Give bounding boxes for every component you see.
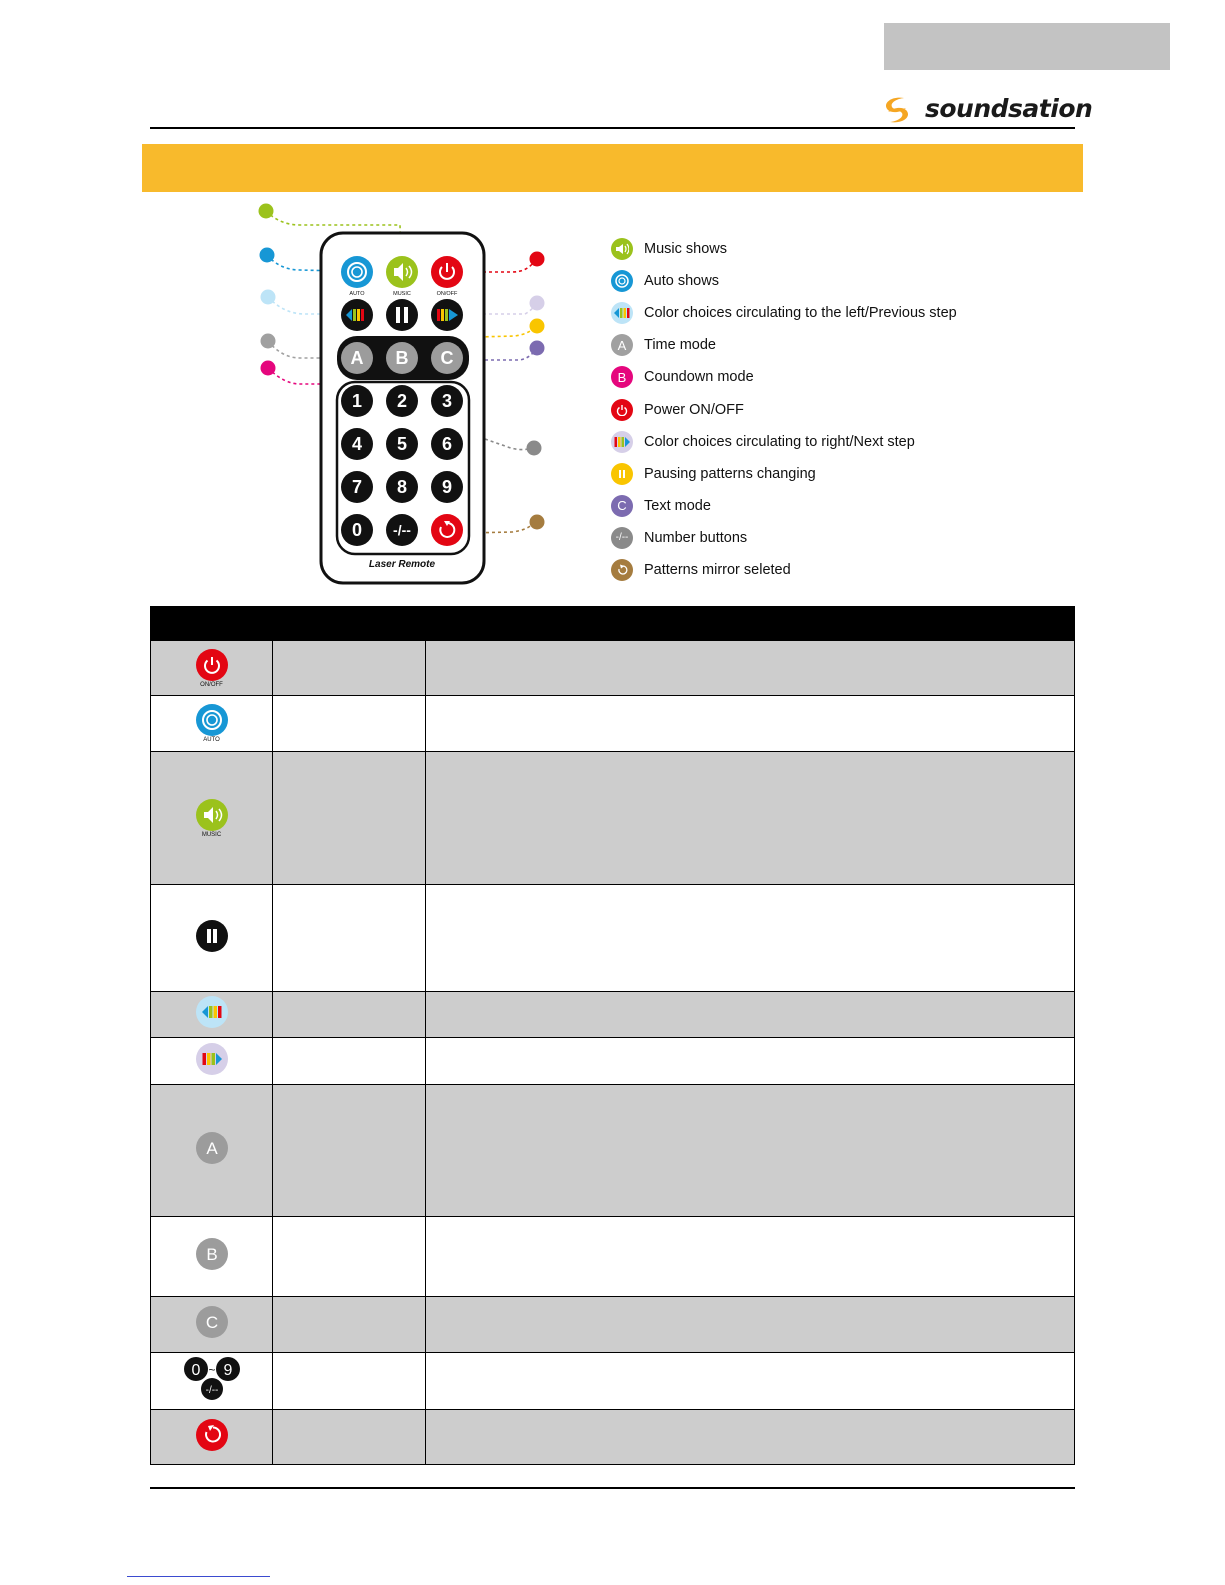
svg-text:7: 7 [351,477,363,497]
svg-text:~: ~ [207,1362,216,1377]
legend-item: Pausing patterns changing [611,458,1031,490]
legend-item: Patterns mirror seleted [611,554,1031,586]
logo-swirl-icon [886,98,908,123]
table-row: ON/OFF [151,641,1075,696]
letter-c-icon [196,1306,228,1338]
legend-item: C Text mode [611,490,1031,522]
auto-circle-icon [196,704,228,736]
svg-text:9: 9 [223,1361,232,1379]
table-row [151,1038,1075,1085]
remote-model-label: Laser Remote [368,559,436,570]
mirror-icon [196,1419,228,1451]
button-legend [611,233,1031,586]
number-range-icon [182,1356,242,1402]
legend-item: -/-- Number buttons [611,522,1031,554]
svg-text:6: 6 [441,434,453,454]
table-header-row [151,607,1075,641]
power-icon [196,649,228,681]
color-left-icon [611,302,633,324]
svg-text:8: 8 [396,477,408,497]
svg-text:C: C [440,348,454,368]
pause-button [386,299,418,331]
letter-a-icon: A [611,334,633,356]
speaker-icon [196,799,228,831]
pause-icon [611,463,633,485]
table-row [151,1217,1075,1297]
function-table [150,606,1075,1465]
color-right-button [431,299,463,331]
auto-circle-icon [611,270,633,292]
footer-link-underline[interactable] [127,1576,270,1577]
color-right-icon [611,431,633,453]
section-band [142,144,1083,192]
header-tab [884,23,1170,70]
table-row: AUTO [151,696,1075,752]
svg-text:-/--: -/-- [205,1384,218,1396]
mirror-button [431,514,463,546]
color-right-icon [196,1043,228,1075]
svg-text:C: C [205,1313,218,1332]
table-row: MUSIC [151,752,1075,885]
svg-text:2: 2 [396,391,408,411]
legend-item: B Coundown mode [611,361,1031,393]
table-row [151,1410,1075,1465]
power-icon [611,399,633,421]
svg-text:5: 5 [396,434,408,454]
svg-text:B: B [395,348,409,368]
footer-rule [150,1487,1075,1489]
legend-item: Color choices circulating to right/Next step [611,426,1031,458]
legend-item: Music shows [611,233,1031,265]
svg-text:9: 9 [441,477,453,497]
color-left-icon [196,996,228,1028]
table-row [151,1353,1075,1410]
legend-item: Power ON/OFF [611,393,1031,425]
svg-text:A: A [205,1139,218,1158]
svg-text:3: 3 [441,391,453,411]
svg-text:-/--: -/-- [393,522,411,538]
svg-text:B: B [205,1245,218,1264]
svg-text:4: 4 [351,434,363,454]
svg-text:0: 0 [191,1361,200,1379]
legend-item: A Time mode [611,329,1031,361]
svg-text:ON/OFF: ON/OFF [436,291,458,297]
table-row [151,992,1075,1038]
color-left-button [341,299,373,331]
svg-text:MUSIC: MUSIC [393,291,411,297]
letter-a-icon [196,1132,228,1164]
header-rule [150,127,1075,129]
legend-item: Auto shows [611,265,1031,297]
table-row [151,1085,1075,1217]
table-row [151,885,1075,992]
svg-text:AUTO: AUTO [349,291,365,297]
remote-diagram [0,195,620,595]
table-row [151,1297,1075,1353]
pause-icon [196,920,228,952]
numbers-icon: -/-- [611,527,633,549]
speaker-icon [611,238,633,260]
letter-c-icon: C [611,495,633,517]
legend-item: Color choices circulating to the left/Previous step [611,297,1031,329]
mirror-icon [611,559,633,581]
svg-text:0: 0 [351,520,363,540]
svg-text:A: A [350,348,364,368]
letter-b-icon: B [611,366,633,388]
letter-b-icon [196,1238,228,1270]
svg-text:1: 1 [351,391,363,411]
brand-name: soundsation [925,94,1093,123]
